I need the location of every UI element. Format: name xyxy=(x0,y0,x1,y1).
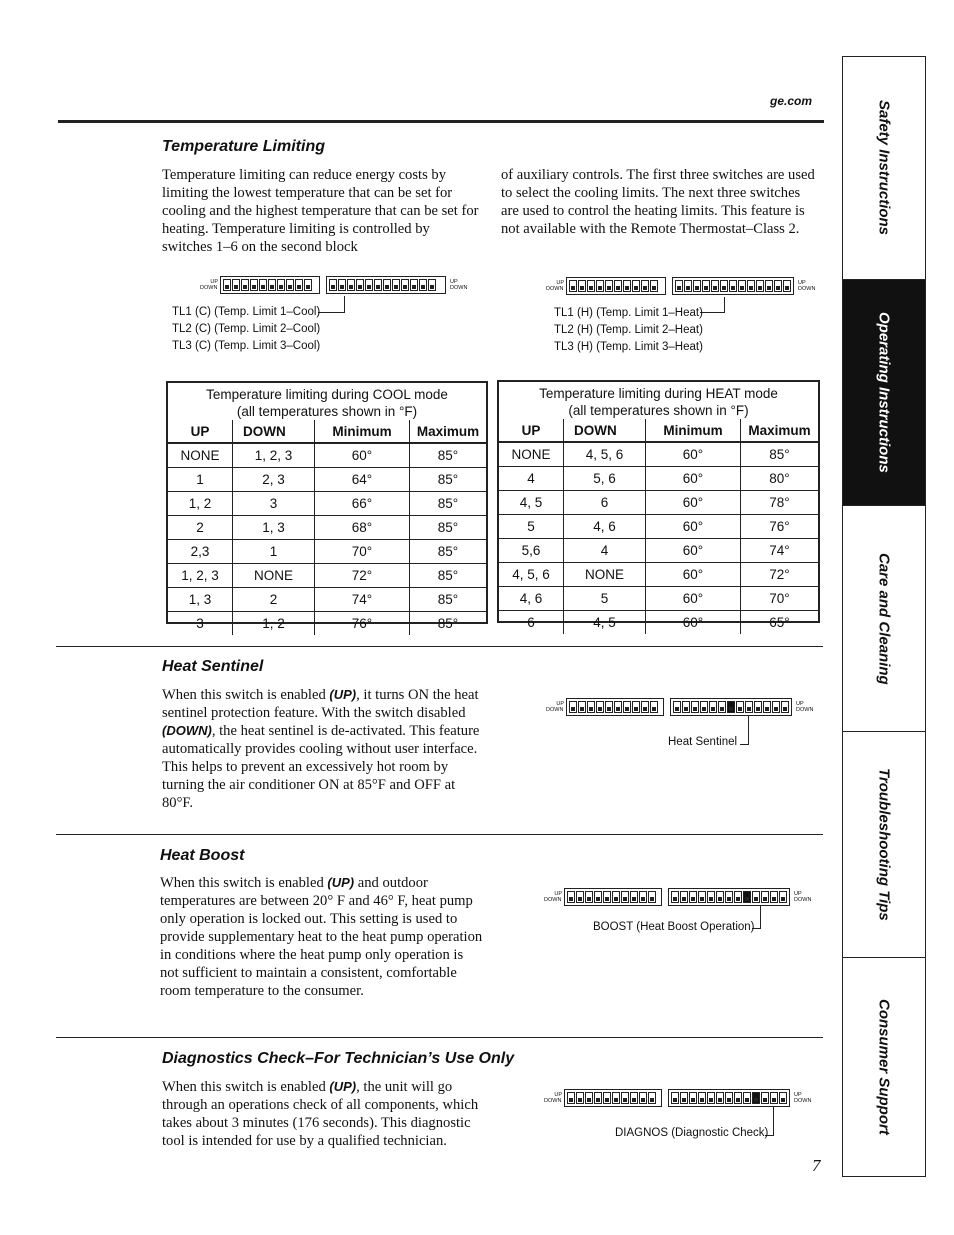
heat-sentinel-caption: Heat Sentinel xyxy=(668,736,738,748)
switch-bank-1 xyxy=(566,698,664,716)
dip-switch xyxy=(675,280,683,292)
tab-safety-instructions[interactable]: Safety Instructions xyxy=(843,57,925,280)
dip-switch xyxy=(684,280,692,292)
section-rule-sentinel xyxy=(56,646,823,647)
dip-switch xyxy=(605,280,613,292)
table-cell: 2, 3 xyxy=(233,468,315,492)
table-cell: 1, 2, 3 xyxy=(168,564,233,588)
temperature-limiting-heading: Temperature Limiting xyxy=(162,138,325,155)
table-cell: 1, 2, 3 xyxy=(233,443,315,468)
switch-bank-2 xyxy=(668,1089,790,1107)
dip-switch xyxy=(621,1092,629,1104)
table-cell: NONE xyxy=(233,564,315,588)
dip-switch xyxy=(707,1092,715,1104)
up-down-label-right: UP DOWN xyxy=(794,891,812,903)
dip-switch xyxy=(738,280,746,292)
dip-switch xyxy=(783,280,791,292)
table-cell: 60° xyxy=(315,443,410,468)
dip-switch xyxy=(671,1092,679,1104)
dip-switch xyxy=(374,279,382,291)
dip-switch xyxy=(718,701,726,713)
dip-switch xyxy=(770,891,778,903)
table-cell: 4, 6 xyxy=(499,587,564,611)
up-down-label-left: UP DOWN xyxy=(546,280,564,292)
dip-switch xyxy=(754,701,762,713)
diagnostics-heading: Diagnostics Check–For Technician’s Use Only xyxy=(162,1050,515,1067)
dip-switch xyxy=(761,1092,769,1104)
table-cell: 66° xyxy=(315,492,410,516)
table-cell: 4 xyxy=(499,467,564,491)
table-row xyxy=(168,492,486,516)
dip-switch xyxy=(338,279,346,291)
table-row xyxy=(168,516,486,540)
col-header-up: UP xyxy=(168,420,233,443)
dip-switch xyxy=(680,1092,688,1104)
table-cell: 6 xyxy=(564,491,646,515)
table-cell: 85° xyxy=(410,540,487,564)
dip-switch xyxy=(752,1092,760,1104)
table-row xyxy=(168,540,486,564)
dip-switch xyxy=(232,279,240,291)
dip-switch xyxy=(781,701,789,713)
table-cell: 2 xyxy=(233,588,315,612)
dip-switch xyxy=(410,279,418,291)
table-cell: 5,6 xyxy=(499,539,564,563)
table-row xyxy=(168,468,486,492)
dip-switch xyxy=(716,891,724,903)
heat-limits-table xyxy=(497,380,820,630)
switch-bank-1 xyxy=(220,276,320,294)
dip-switch xyxy=(383,279,391,291)
dip-switch xyxy=(614,701,622,713)
table-cell: 65° xyxy=(741,611,819,635)
col-header-down: DOWN xyxy=(233,420,315,443)
dip-switch xyxy=(605,701,613,713)
dip-switch xyxy=(594,1092,602,1104)
tab-care-and-cleaning[interactable]: Care and Cleaning xyxy=(843,506,925,732)
table-cell: 4 xyxy=(564,539,646,563)
table-row xyxy=(499,563,818,587)
table-cell: 60° xyxy=(646,467,741,491)
table-cell: 85° xyxy=(410,564,487,588)
section-rule-diagnostics xyxy=(56,1037,823,1038)
table-cell: 1 xyxy=(168,468,233,492)
table-cell: 85° xyxy=(410,468,487,492)
switch-diagram-heat-boost xyxy=(544,888,821,914)
table-cell: 60° xyxy=(646,563,741,587)
cool-limit-labels: TL1 (C) (Temp. Limit 1–Cool) TL2 (C) (Temp. Limit 2–Cool) TL3 (C) (Temp. Limit 3–Cool) xyxy=(172,306,321,352)
table-cell: 1, 3 xyxy=(233,516,315,540)
table-cell: 5 xyxy=(564,587,646,611)
dip-switch xyxy=(587,280,595,292)
dip-switch xyxy=(779,891,787,903)
dip-switch xyxy=(567,1092,575,1104)
table-cell: NONE xyxy=(168,443,233,468)
switch-diagram-heat xyxy=(546,277,821,303)
up-down-label-right: UP DOWN xyxy=(798,280,816,292)
switch-diagram-heat-sentinel xyxy=(546,698,821,724)
table-cell: 4, 6 xyxy=(564,515,646,539)
dip-switch xyxy=(698,1092,706,1104)
table-cell: 3 xyxy=(233,492,315,516)
dip-switch xyxy=(727,701,735,713)
up-down-label-right: UP DOWN xyxy=(450,279,468,291)
table-cell: 4, 5 xyxy=(499,491,564,515)
up-down-label-left: UP DOWN xyxy=(546,701,564,713)
dip-switch xyxy=(612,1092,620,1104)
col-header-maximum: Maximum xyxy=(410,420,487,443)
dip-switch xyxy=(736,701,744,713)
up-down-label-left: UP DOWN xyxy=(544,1092,562,1104)
dip-switch xyxy=(725,1092,733,1104)
table-cell: 5 xyxy=(499,515,564,539)
diagnostics-caption: DIAGNOS (Diagnostic Check) xyxy=(615,1127,769,1139)
dip-switch xyxy=(569,280,577,292)
dip-switch xyxy=(621,891,629,903)
table-cell: 72° xyxy=(315,564,410,588)
table-cell: 60° xyxy=(646,515,741,539)
table-cell: 4, 5 xyxy=(564,611,646,635)
table-row xyxy=(499,442,818,467)
dip-switch xyxy=(639,1092,647,1104)
table-cell: 78° xyxy=(741,491,819,515)
table-cell: 74° xyxy=(315,588,410,612)
switch-bank-2 xyxy=(668,888,790,906)
dip-switch xyxy=(711,280,719,292)
table-row xyxy=(499,611,818,635)
leader-line-heat-sentinel xyxy=(740,716,749,745)
dip-switch xyxy=(702,280,710,292)
table-row xyxy=(499,515,818,539)
dip-switch xyxy=(774,280,782,292)
dip-switch xyxy=(576,891,584,903)
dip-switch xyxy=(756,280,764,292)
dip-switch xyxy=(680,891,688,903)
table-cell: 60° xyxy=(646,611,741,635)
switch-bank-2 xyxy=(326,276,446,294)
table-row xyxy=(168,612,486,636)
dip-switch xyxy=(295,279,303,291)
table-cell: 76° xyxy=(741,515,819,539)
dip-switch xyxy=(623,280,631,292)
temperature-limiting-text-col2: of auxiliary controls. The first three switches are used to select the cooling limits. The next three switches are used to control the heating limits. This feature is not available with the Remote Thermostat–Class 2. xyxy=(501,167,815,237)
heat-boost-heading: Heat Boost xyxy=(160,847,245,864)
heat-boost-text: When this switch is enabled (UP) and outdoor temperatures are between 20° F and 46° F, heat pump only operation is locked out. This setting is used to provide supplementary heat to the heat pump operation in conditions where the heat pump only operation is not sufficient to maintain a consistent, comfortable room temperature to the consumer. xyxy=(160,875,483,999)
table-cell: 1 xyxy=(233,540,315,564)
dip-switch xyxy=(268,279,276,291)
page-number: 7 xyxy=(812,1156,821,1175)
dip-switch xyxy=(716,1092,724,1104)
table-row xyxy=(499,467,818,491)
cool-table-caption: Temperature limiting during COOL mode (all temperatures shown in °F) xyxy=(206,387,448,419)
table-cell: 85° xyxy=(769,447,790,462)
dip-switch xyxy=(347,279,355,291)
dip-switch xyxy=(259,279,267,291)
table-row xyxy=(168,443,486,468)
dip-switch xyxy=(743,1092,751,1104)
table-cell: 60° xyxy=(646,491,741,515)
switch-bank-2 xyxy=(672,277,794,295)
dip-switch xyxy=(277,279,285,291)
dip-switch xyxy=(729,280,737,292)
dip-switch xyxy=(632,701,640,713)
table-row xyxy=(499,587,818,611)
dip-switch xyxy=(682,701,690,713)
table-cell: 1, 2 xyxy=(233,612,315,636)
dip-switch xyxy=(648,891,656,903)
dip-switch xyxy=(603,1092,611,1104)
table-cell: 6 xyxy=(499,611,564,635)
dip-switch xyxy=(772,701,780,713)
tab-consumer-support[interactable]: Consumer Support xyxy=(875,999,893,1135)
heat-sentinel-text: When this switch is enabled (UP), it turns ON the heat sentinel protection feature. With the switch disabled (DOWN), the heat sentinel is de-activated. This feature automatically provides cooling without user interface. This helps to prevent an excessively hot room by turning the air conditioner ON at 85°F and OFF at 80°F. xyxy=(162,687,480,811)
table-cell: 85° xyxy=(410,492,487,516)
table-cell: 85° xyxy=(410,516,487,540)
dip-switch xyxy=(401,279,409,291)
cool-limits-table xyxy=(166,381,488,631)
section-sidebar xyxy=(842,56,926,1177)
dip-switch xyxy=(594,891,602,903)
table-cell: 4, 5, 6 xyxy=(499,563,564,587)
heat-table-grid xyxy=(499,419,818,634)
table-cell: 70° xyxy=(315,540,410,564)
table-row xyxy=(499,539,818,563)
dip-switch xyxy=(632,280,640,292)
col-header-maximum: Maximum xyxy=(741,419,819,442)
dip-switch xyxy=(743,891,751,903)
up-down-label-right: UP DOWN xyxy=(796,701,814,713)
dip-switch xyxy=(671,891,679,903)
table-cell: 85° xyxy=(410,612,487,636)
dip-switch xyxy=(223,279,231,291)
table-cell: 2,3 xyxy=(168,540,233,564)
table-cell: 74° xyxy=(741,539,819,563)
dip-switch xyxy=(650,701,658,713)
dip-switch xyxy=(623,701,631,713)
heat-table-caption: Temperature limiting during HEAT mode (all temperatures shown in °F) xyxy=(539,386,778,418)
table-cell: 85° xyxy=(410,588,487,612)
table-cell: 64° xyxy=(315,468,410,492)
dip-switch xyxy=(630,1092,638,1104)
switch-bank-1 xyxy=(566,277,666,295)
dip-switch xyxy=(630,891,638,903)
dip-switch xyxy=(779,1092,787,1104)
dip-switch xyxy=(709,701,717,713)
dip-switch xyxy=(734,891,742,903)
table-cell: 3 xyxy=(168,612,233,636)
table-cell: 5, 6 xyxy=(564,467,646,491)
dip-switch xyxy=(596,280,604,292)
up-down-label-left: UP DOWN xyxy=(200,279,218,291)
table-cell: 4, 5, 6 xyxy=(564,442,646,467)
dip-switch xyxy=(641,701,649,713)
dip-switch xyxy=(639,891,647,903)
temperature-limiting-text-col1: Temperature limiting can reduce energy costs by limiting the lowest temperature that can be set for cooling and the highest temperature that can be set for heating. Temperature limiting is controlled by switches 1–6 on the second block xyxy=(162,167,479,255)
diagnostics-text: When this switch is enabled (UP), the unit will go through an operations check of all components, which takes about 3 minutes (176 seconds). This diagnostic tool is intended for use by a qualified technician. xyxy=(162,1079,479,1149)
table-cell: 70° xyxy=(741,587,819,611)
table-cell: 2 xyxy=(168,516,233,540)
table-cell: 60° xyxy=(646,539,741,563)
table-cell: 72° xyxy=(741,563,819,587)
up-down-label-left: UP DOWN xyxy=(544,891,562,903)
heat-sentinel-heading: Heat Sentinel xyxy=(162,658,264,675)
col-header-down: DOWN xyxy=(564,419,646,442)
dip-switch xyxy=(356,279,364,291)
table-cell: 60° xyxy=(646,587,741,611)
dip-switch xyxy=(761,891,769,903)
dip-switch xyxy=(725,891,733,903)
table-cell: 76° xyxy=(315,612,410,636)
leader-line-cool xyxy=(318,296,345,313)
dip-switch xyxy=(641,280,649,292)
dip-switch xyxy=(689,891,697,903)
heat-boost-caption: BOOST (Heat Boost Operation) xyxy=(593,921,755,933)
dip-switch xyxy=(770,1092,778,1104)
site-url: ge.com xyxy=(770,94,813,108)
table-row xyxy=(168,564,486,588)
dip-switch xyxy=(250,279,258,291)
table-cell: 85° xyxy=(437,448,459,463)
dip-switch xyxy=(419,279,427,291)
dip-switch xyxy=(585,1092,593,1104)
dip-switch xyxy=(614,280,622,292)
dip-switch xyxy=(648,1092,656,1104)
table-cell: 80° xyxy=(741,467,819,491)
dip-switch xyxy=(329,279,337,291)
switch-diagram-diagnostics xyxy=(544,1089,821,1115)
dip-switch xyxy=(578,701,586,713)
table-cell: NONE xyxy=(564,563,646,587)
section-rule-boost xyxy=(56,834,823,835)
dip-switch xyxy=(707,891,715,903)
dip-switch xyxy=(567,891,575,903)
dip-switch xyxy=(763,701,771,713)
table-cell: 60° xyxy=(646,442,741,467)
dip-switch xyxy=(673,701,681,713)
dip-switch xyxy=(585,891,593,903)
up-down-label-right: UP DOWN xyxy=(794,1092,812,1104)
dip-switch xyxy=(596,701,604,713)
dip-switch xyxy=(693,280,701,292)
col-header-up: UP xyxy=(499,419,564,442)
dip-switch xyxy=(603,891,611,903)
dip-switch xyxy=(691,701,699,713)
dip-switch xyxy=(720,280,728,292)
col-header-minimum: Minimum xyxy=(315,420,410,443)
table-row xyxy=(499,491,818,515)
dip-switch xyxy=(734,1092,742,1104)
dip-switch xyxy=(747,280,755,292)
dip-switch xyxy=(689,1092,697,1104)
dip-switch xyxy=(700,701,708,713)
dip-switch xyxy=(576,1092,584,1104)
dip-switch xyxy=(752,891,760,903)
cool-table-grid xyxy=(168,420,486,635)
header-rule xyxy=(58,120,824,123)
dip-switch xyxy=(765,280,773,292)
switch-bank-1 xyxy=(564,888,662,906)
table-cell: 1, 3 xyxy=(168,588,233,612)
dip-switch xyxy=(241,279,249,291)
dip-switch xyxy=(428,279,436,291)
tab-troubleshooting-tips[interactable]: Troubleshooting Tips xyxy=(843,732,925,958)
dip-switch xyxy=(612,891,620,903)
col-header-minimum: Minimum xyxy=(646,419,741,442)
dip-switch xyxy=(745,701,753,713)
dip-switch xyxy=(587,701,595,713)
table-row xyxy=(168,588,486,612)
table-cell: 1, 2 xyxy=(168,492,233,516)
dip-switch xyxy=(698,891,706,903)
switch-bank-1 xyxy=(564,1089,662,1107)
table-cell: 68° xyxy=(315,516,410,540)
dip-switch xyxy=(365,279,373,291)
dip-switch xyxy=(569,701,577,713)
tab-operating-instructions[interactable]: Operating Instructions xyxy=(843,280,925,506)
table-cell: NONE xyxy=(499,442,564,467)
dip-switch xyxy=(650,280,658,292)
dip-switch xyxy=(578,280,586,292)
leader-line-heat xyxy=(700,297,725,313)
switch-bank-2 xyxy=(670,698,792,716)
dip-switch xyxy=(392,279,400,291)
dip-switch xyxy=(286,279,294,291)
heat-limit-labels: TL1 (H) (Temp. Limit 1–Heat) TL2 (H) (Temp. Limit 2–Heat) TL3 (H) (Temp. Limit 3–Heat) xyxy=(554,307,703,353)
dip-switch xyxy=(304,279,312,291)
